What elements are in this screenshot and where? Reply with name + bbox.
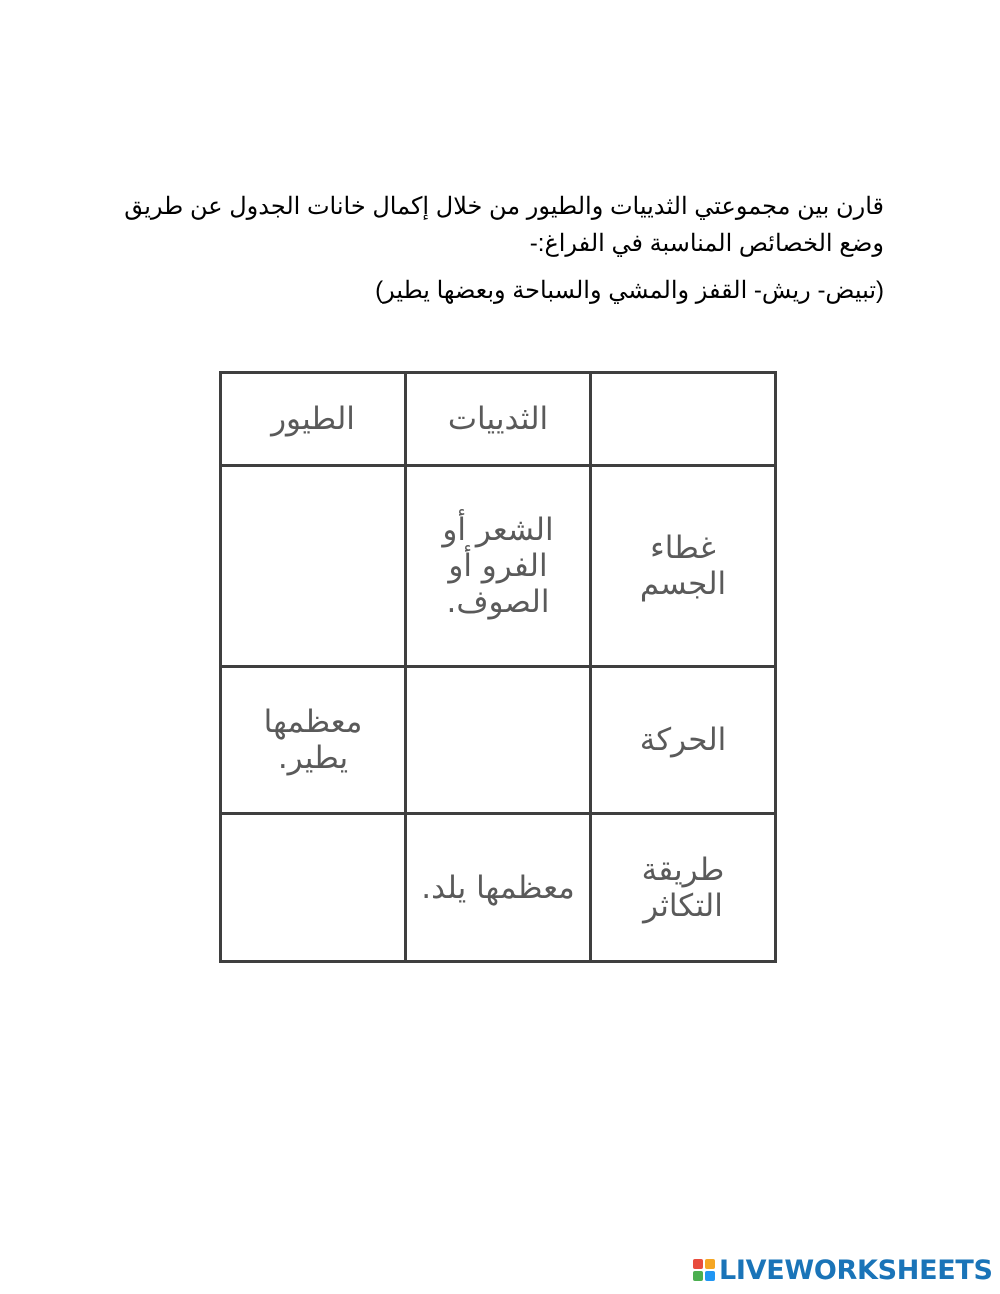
cell-mammals-reproduction: معظمها يلد. xyxy=(406,814,591,962)
instructions xyxy=(120,188,884,309)
brand-name: LIVEWORKSHEETS xyxy=(719,1254,993,1286)
instruction-text: قارن بين مجموعتي الثدييات والطيور من خلال إكمال خانات الجدول عن طريق وضع الخصائص المناسبة في الفراغ:- xyxy=(124,193,884,257)
word-bank-hint: (تبيض- ريش- القفز والمشي والسباحة وبعضها يطير) xyxy=(375,277,884,304)
liveworksheets-logo xyxy=(693,1255,993,1285)
logo-block xyxy=(693,1259,703,1269)
logo-block xyxy=(705,1271,715,1281)
answer-cell-birds-body-cover[interactable] xyxy=(221,466,406,667)
table-row-movement xyxy=(221,667,776,814)
cell-birds-movement: معظمها يطير. xyxy=(221,667,406,814)
logo-block xyxy=(693,1271,703,1281)
table-row-body-cover xyxy=(221,466,776,667)
table-header-row xyxy=(221,373,776,466)
logo-block xyxy=(705,1259,715,1269)
header-feature-cell xyxy=(591,373,776,466)
row-label-movement: الحركة xyxy=(591,667,776,814)
logo-blocks-icon xyxy=(693,1259,715,1281)
comparison-table xyxy=(219,371,777,963)
cell-mammals-body-cover: الشعر أو الفرو أو الصوف. xyxy=(406,466,591,667)
answer-cell-mammals-movement[interactable] xyxy=(406,667,591,814)
answer-cell-birds-reproduction[interactable] xyxy=(221,814,406,962)
header-birds: الطيور xyxy=(221,373,406,466)
row-label-body-cover: غطاء الجسم xyxy=(591,466,776,667)
table-row-reproduction xyxy=(221,814,776,962)
row-label-reproduction: طريقة التكاثر xyxy=(591,814,776,962)
header-mammals: الثدييات xyxy=(406,373,591,466)
